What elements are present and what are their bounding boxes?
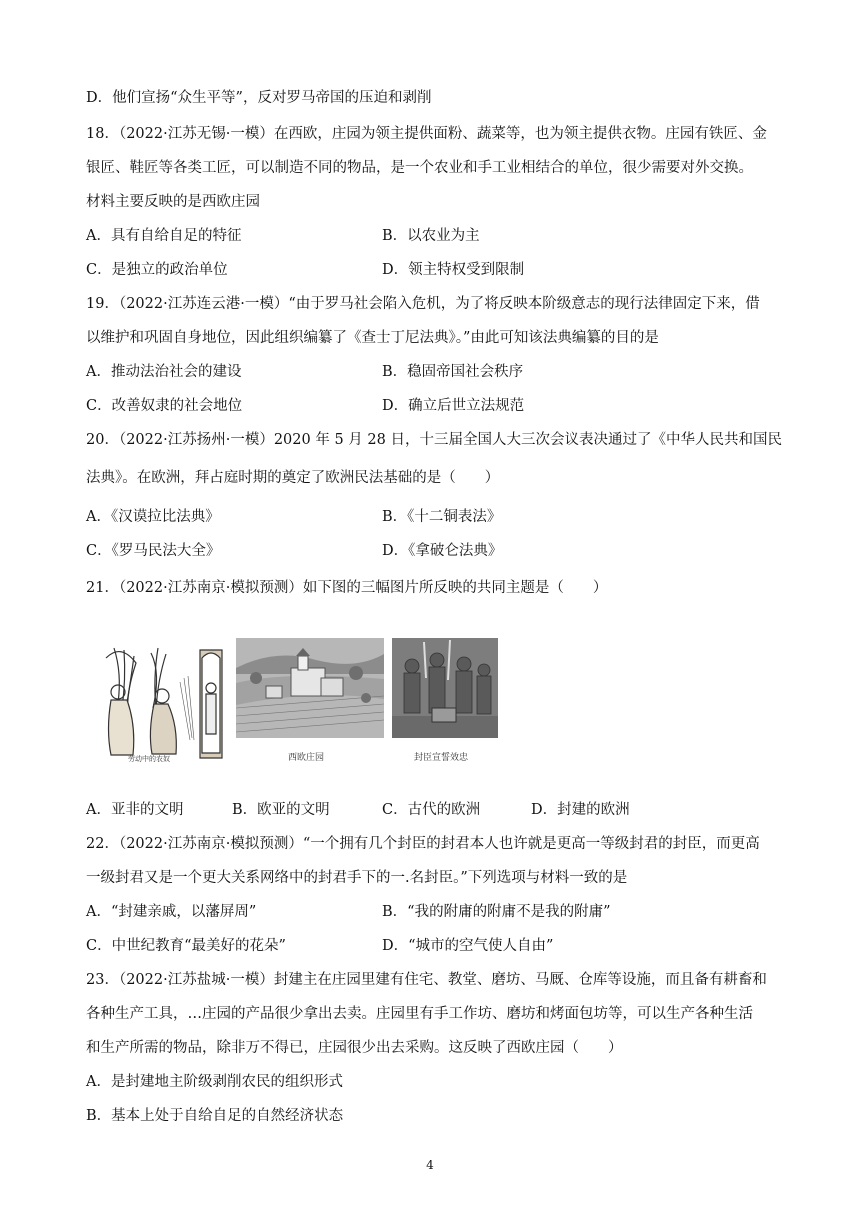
- serfs-at-work-image: [96, 638, 226, 768]
- q18-stem-line1: 18．（2022·江苏无锡·一模）在西欧，庄园为领主提供面粉、蔬菜等，也为领主提供衣物。庄园有铁匠、金: [86, 126, 767, 142]
- q19-option-d: D．确立后世立法规范: [382, 398, 525, 414]
- q18-stem-line3: 材料主要反映的是西欧庄园: [86, 194, 260, 210]
- q20-option-a: A．《汉谟拉比法典》: [86, 509, 220, 525]
- q23-stem-line3: 和生产所需的物品，除非万不得已，庄园很少出去采购。这反映了西欧庄园（ ）: [86, 1040, 623, 1056]
- q17-option-d: D．他们宣扬“众生平等”，反对罗马帝国的压迫和剥削: [86, 90, 432, 106]
- vassal-fealty-image: [392, 638, 498, 768]
- q19-option-a: A．推动法治社会的建设: [86, 364, 242, 380]
- q22-option-b: B．“我的附庸的附庸不是我的附庸”: [382, 904, 611, 920]
- q23-option-b: B．基本上处于自给自足的自然经济状态: [86, 1108, 344, 1124]
- q23-option-a: A．是封建地主阶级剥削农民的组织形式: [86, 1074, 343, 1090]
- q21-caption-1: 劳动中的农奴: [128, 755, 170, 763]
- q20-option-d: D．《拿破仑法典》: [382, 543, 503, 559]
- q18-option-b: B．以农业为主: [382, 228, 480, 244]
- q21-figure-group: [96, 638, 516, 768]
- q21-option-b: B．欧亚的文明: [232, 802, 330, 818]
- q21-option-c: C．古代的欧洲: [382, 802, 481, 818]
- western-manor-image: [236, 638, 384, 768]
- q19-option-c: C．改善奴隶的社会地位: [86, 398, 243, 414]
- q18-option-d: D．领主特权受到限制: [382, 262, 525, 278]
- q22-stem-line2: 一级封君又是一个更大关系网络中的封君手下的一.名封臣。”下列选项与材料一致的是: [86, 870, 628, 886]
- q20-stem-line2: 法典》。在欧洲，拜占庭时期的奠定了欧洲民法基础的是（ ）: [86, 470, 500, 486]
- q22-option-d: D．“城市的空气使人自由”: [382, 938, 554, 954]
- q23-stem-line2: 各种生产工具，…庄园的产品很少拿出去卖。庄园里有手工作坊、磨坊和烤面包坊等，可以生产各种生活: [86, 1006, 753, 1022]
- q21-option-d: D．封建的欧洲: [531, 802, 630, 818]
- q18-option-a: A．具有自给自足的特征: [86, 228, 242, 244]
- q22-option-a: A．“封建亲戚，以藩屏周”: [86, 904, 257, 920]
- q23-stem-line1: 23．（2022·江苏盐城·一模）封建主在庄园里建有住宅、教堂、磨坊、马厩、仓库等设施，而且备有耕畜和: [86, 972, 767, 988]
- q19-option-b: B．稳固帝国社会秩序: [382, 364, 524, 380]
- q18-stem-line2: 银匠、鞋匠等各类工匠，可以制造不同的物品，是一个农业和手工业相结合的单位，很少需要对外交换。: [86, 160, 753, 176]
- q22-stem-line1: 22．（2022·江苏南京·模拟预测）“一个拥有几个封臣的封君本人也许就是更高一等级封君的封臣，而更高: [86, 836, 760, 852]
- q22-option-c: C．中世纪教育“最美好的花朵”: [86, 938, 286, 954]
- q20-option-c: C．《罗马民法大全》: [86, 543, 221, 559]
- q21-option-a: A．亚非的文明: [86, 802, 184, 818]
- q20-stem-line1: 20．（2022·江苏扬州·一模）2020 年 5 月 28 日，十三届全国人大三次会议表决通过了《中华人民共和国民: [86, 432, 782, 448]
- q20-option-b: B．《十二铜表法》: [382, 509, 502, 525]
- q21-caption-2: 西欧庄园: [288, 753, 325, 763]
- q19-stem-line2: 以维护和巩固自身地位，因此组织编纂了《查士丁尼法典》。”由此可知该法典编纂的目的是: [86, 330, 659, 346]
- q18-option-c: C．是独立的政治单位: [86, 262, 228, 278]
- q21-stem-line1: 21．（2022·江苏南京·模拟预测）如下图的三幅图片所反映的共同主题是（ ）: [86, 580, 608, 596]
- q21-caption-3: 封臣宣誓效忠: [414, 753, 469, 763]
- page-number: 4: [426, 1158, 434, 1172]
- q19-stem-line1: 19．（2022·江苏连云港·一模）“由于罗马社会陷入危机，为了将反映本阶级意志的现行法律固定下来，借: [86, 296, 760, 312]
